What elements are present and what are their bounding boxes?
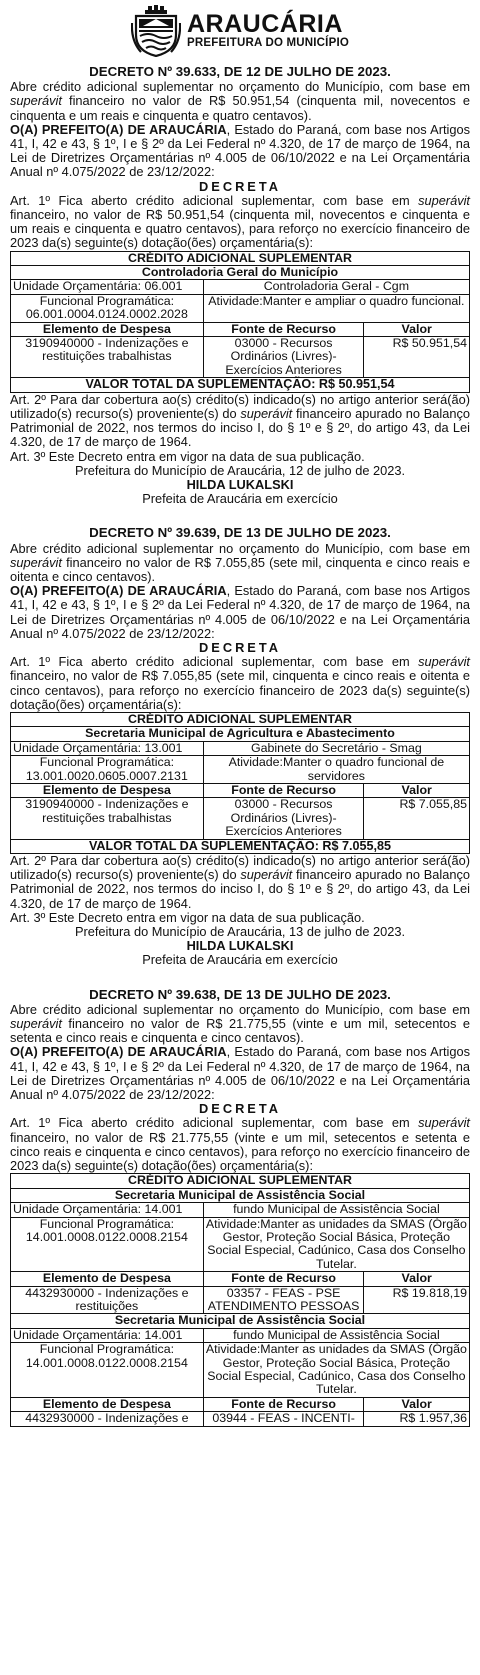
summary-text: financeiro no valor de R$ 21.775,55 (vinte e um mil, setecentos e setenta e cinco reais e cinquenta e cinco centavos). (10, 1016, 470, 1046)
funcional-code: 14.001.0008.0122.0008.2154 (25, 1355, 188, 1370)
preamble-authority: O(A) PREFEITO(A) DE ARAUCÁRIA (10, 121, 227, 137)
col-elemento: Elemento de Despesa (11, 784, 204, 798)
col-elemento: Elemento de Despesa (11, 322, 204, 336)
elemento-despesa: 4432930000 - Indenizações e restituições (11, 1286, 204, 1314)
decreta-heading: DECRETA (199, 639, 281, 655)
unidade-name: fundo Municipal de Assistência Social (203, 1328, 469, 1342)
decrees-column (0, 65, 480, 1427)
article-text: Art. 1º Fica aberto crédito adicional suplementar, com base em (10, 192, 419, 208)
col-elemento: Elemento de Despesa (11, 1397, 204, 1411)
date-line: Prefeitura do Município de Araucária, 12 de julho de 2023. (74, 462, 406, 478)
col-fonte: Fonte de Recurso (203, 784, 364, 798)
unidade-orcamentaria: Unidade Orçamentária: 14.001 (11, 1203, 204, 1217)
table-row (11, 1203, 470, 1217)
article-text: Art. 2º Para dar cobertura ao(s) crédito(s) indicado(s) no artigo anterior será(ão) utilizado(s) recurso(s) proveniente(s) do (10, 391, 470, 421)
valor: R$ 7.055,85 (364, 798, 470, 839)
decree-preamble (10, 1045, 470, 1102)
table-row (11, 294, 470, 322)
decree-summary (10, 80, 470, 123)
funcional-programatica (11, 294, 204, 322)
article-2 (10, 393, 470, 450)
orgao-name: Controladoria Geral do Município (11, 266, 470, 280)
decree-summary (10, 1003, 470, 1046)
funcional-label: Funcional Programática: (39, 293, 175, 308)
funcional-programatica (11, 1343, 204, 1398)
table-row (11, 712, 470, 726)
article-1 (10, 1116, 470, 1173)
atividade: Atividade:Manter e ampliar o quadro funcional. (203, 294, 469, 322)
budget-table (10, 1173, 470, 1426)
superavit-term: superávit (418, 654, 470, 670)
article-2 (10, 854, 470, 911)
preamble-text: , Estado do Paraná, com base nos Artigos 41, I, 42 e 43, § 1º, I e § 2º da Lei Federal nº 4.320, de 17 de março de 1964, na Lei de Diretrizes Orçamentárias nº 4.005 de 06/10/2022 e na Lei Orçamentária Anual nº 4.075/2022 de 23/12/2022: (10, 121, 470, 180)
article-3: Art. 3º Este Decreto entra em vigor na data de sua publicação. (10, 909, 365, 925)
brand-name: ARAUCÁRIA (187, 10, 343, 39)
fonte-recurso: 03944 - FEAS - INCENTI- (203, 1412, 364, 1426)
budget-table (10, 712, 470, 854)
article-text: Art. 1º Fica aberto crédito adicional suplementar, com base em (10, 654, 419, 670)
table-row (11, 839, 470, 853)
decreta-heading: DECRETA (199, 1101, 281, 1117)
article-text: financeiro apurado no Balanço Patrimonial de 2022, nos termos do inciso I, do § 1º e § 2º, do artigo 43, da Lei 4.320, de 17 de março de 1964. (10, 867, 470, 911)
signer-name: HILDA LUKALSKI (186, 938, 294, 954)
article-text: Art. 2º Para dar cobertura ao(s) crédito(s) indicado(s) no artigo anterior será(ão) utilizado(s) recurso(s) proveniente(s) do (10, 853, 470, 883)
table-row (11, 784, 470, 798)
decree-3 (10, 988, 470, 1427)
table-row (11, 1343, 470, 1398)
preamble-authority: O(A) PREFEITO(A) DE ARAUCÁRIA (10, 1044, 227, 1060)
funcional-code: 13.001.0020.0605.0007.2131 (25, 768, 188, 783)
table-row (11, 266, 470, 280)
elemento-despesa: 3190940000 - Indenizações e restituições trabalhistas (11, 337, 204, 378)
elemento-despesa: 3190940000 - Indenizações e restituições trabalhistas (11, 798, 204, 839)
table-row (11, 741, 470, 755)
table-row (11, 727, 470, 741)
table-row (11, 322, 470, 336)
signer-role: Prefeita de Araucária em exercício (142, 952, 338, 968)
total-value: VALOR TOTAL DA SUPLEMENTAÇÃO: R$ 50.951,54 (11, 378, 470, 392)
table-row (11, 1286, 470, 1314)
article-text: financeiro apurado no Balanço Patrimonial de 2022, nos termos do inciso I, do § 1º e § 2º, do artigo 43, da Lei 4.320, de 17 de março de 1964. (10, 405, 470, 450)
decree-2 (10, 526, 470, 967)
funcional-label: Funcional Programática: (39, 1216, 175, 1231)
atividade: Atividade:Manter as unidades da SMAS (Órgão Gestor, Proteção Social Básica, Proteção Social Especial, Cadúnico, Casa dos Conselho Tutelar. (203, 1217, 469, 1272)
unidade-name: fundo Municipal de Assistência Social (203, 1203, 469, 1217)
superavit-term: superávit (418, 1115, 470, 1131)
table-row (11, 798, 470, 839)
decree-summary (10, 542, 470, 585)
col-elemento: Elemento de Despesa (11, 1272, 204, 1286)
orgao-name: Secretaria Municipal de Assistência Social (11, 1314, 470, 1328)
fonte-recurso: 03000 - Recursos Ordinários (Livres)- Exercícios Anteriores (203, 798, 364, 839)
valor: R$ 19.818,19 (364, 1286, 470, 1314)
table-row (11, 1412, 470, 1426)
atividade: Atividade:Manter o quadro funcional de servidores (203, 756, 469, 784)
col-fonte: Fonte de Recurso (203, 1272, 364, 1286)
fonte-recurso: 03357 - FEAS - PSE ATENDIMENTO PESSOAS (203, 1286, 364, 1314)
decreta-heading: DECRETA (199, 178, 281, 194)
atividade: Atividade:Manter as unidades da SMAS (Órgão Gestor, Proteção Social Básica, Proteção Social Especial, Cadúnico, Casa dos Conselho Tutelar. (203, 1343, 469, 1398)
table-title: CRÉDITO ADICIONAL SUPLEMENTAR (11, 712, 470, 726)
funcional-code: 14.001.0008.0122.0008.2154 (25, 1229, 188, 1244)
summary-text: financeiro no valor de R$ 50.951,54 (cinquenta mil, novecentos e cinquenta e um reais e cinquenta e quatro centavos). (10, 93, 470, 123)
funcional-label: Funcional Programática: (39, 755, 175, 770)
decree-preamble (10, 123, 470, 180)
article-1 (10, 194, 470, 251)
summary-text: Abre crédito adicional suplementar no orçamento do Município, com base em (10, 1001, 470, 1017)
table-row (11, 1188, 470, 1202)
funcional-programatica (11, 1217, 204, 1272)
unidade-orcamentaria: Unidade Orçamentária: 13.001 (11, 741, 204, 755)
budget-table (10, 251, 470, 393)
decree-title: DECRETO Nº 39.633, DE 12 DE JULHO DE 2023. (89, 64, 391, 79)
article-3: Art. 3º Este Decreto entra em vigor na data de sua publicação. (10, 448, 365, 464)
table-row (11, 1174, 470, 1188)
superavit-term: superávit (240, 405, 293, 421)
orgao-name: Secretaria Municipal de Assistência Social (11, 1188, 470, 1202)
date-line: Prefeitura do Município de Araucária, 13 de julho de 2023. (74, 924, 406, 940)
table-row (11, 1314, 470, 1328)
col-fonte: Fonte de Recurso (203, 1397, 364, 1411)
funcional-label: Funcional Programática: (39, 1342, 175, 1357)
decree-title: DECRETO Nº 39.639, DE 13 DE JULHO DE 2023. (89, 525, 391, 541)
col-valor: Valor (364, 784, 470, 798)
col-valor: Valor (364, 322, 470, 336)
unidade-name: Controladoria Geral - Cgm (203, 280, 469, 294)
article-1 (10, 655, 470, 712)
funcional-code: 06.001.0004.0124.0002.2028 (25, 307, 188, 322)
signer-role: Prefeita de Araucária em exercício (142, 491, 338, 507)
unidade-orcamentaria: Unidade Orçamentária: 06.001 (11, 280, 204, 294)
col-valor: Valor (364, 1397, 470, 1411)
signer-name: HILDA LUKALSKI (186, 476, 294, 492)
valor: R$ 50.951,54 (364, 337, 470, 378)
preamble-authority: O(A) PREFEITO(A) DE ARAUCÁRIA (10, 583, 227, 599)
superavit-term: superávit (240, 867, 293, 883)
total-value: VALOR TOTAL DA SUPLEMENTAÇÃO: R$ 7.055,85 (11, 839, 470, 853)
fonte-recurso: 03000 - Recursos Ordinários (Livres)- Exercícios Anteriores (203, 337, 364, 378)
superavit-term: superávit (10, 1016, 62, 1032)
unidade-orcamentaria: Unidade Orçamentária: 14.001 (11, 1328, 204, 1342)
table-row (11, 1328, 470, 1342)
table-title: CRÉDITO ADICIONAL SUPLEMENTAR (11, 1174, 470, 1188)
article-text: financeiro, no valor de R$ 50.951,54 (cinquenta mil, novecentos e cinquenta e um reais e cinquenta e quatro centavos), para reforço no exercício financeiro de 2023 da(s) seguinte(s) dotação(ões) orçamentária(s): (10, 207, 470, 251)
superavit-term: superávit (10, 93, 62, 109)
table-title: CRÉDITO ADICIONAL SUPLEMENTAR (11, 251, 470, 265)
valor: R$ 1.957,36 (364, 1412, 470, 1426)
summary-text: Abre crédito adicional suplementar no orçamento do Município, com base em (10, 540, 470, 556)
masthead (0, 0, 480, 62)
article-text: financeiro, no valor de R$ 21.775,55 (vinte e um mil, setecentos e setenta e cinco reais e cinquenta e cinco centavos), para reforço no exercício financeiro de 2023 da(s) seguinte(s) dotação(ões) orçamentária(s): (10, 1129, 470, 1174)
table-row (11, 251, 470, 265)
unidade-name: Gabinete do Secretário - Smag (203, 741, 469, 755)
table-row (11, 1272, 470, 1286)
decree-preamble (10, 584, 470, 641)
col-valor: Valor (364, 1272, 470, 1286)
coat-of-arms-icon (131, 5, 181, 57)
decree-1 (10, 65, 470, 506)
brand-subtitle: PREFEITURA DO MUNICÍPIO (187, 37, 349, 50)
funcional-programatica (11, 756, 204, 784)
elemento-despesa: 4432930000 - Indenizações e (11, 1412, 204, 1426)
article-text: financeiro, no valor de R$ 7.055,85 (sete mil, cinquenta e cinco reais e oitenta e cinco centavos), para reforço no exercício financeiro de 2023 da(s) seguinte(s) dotação(ões) orçamentária(s): (10, 668, 470, 712)
superavit-term: superávit (10, 554, 62, 570)
table-row (11, 337, 470, 378)
table-row (11, 378, 470, 392)
superavit-term: superávit (418, 192, 470, 208)
article-text: Art. 1º Fica aberto crédito adicional suplementar, com base em (10, 1115, 419, 1131)
decree-title: DECRETO Nº 39.638, DE 13 DE JULHO DE 2023. (89, 986, 391, 1002)
table-row (11, 1217, 470, 1272)
summary-text: financeiro no valor de R$ 7.055,85 (sete mil, cinquenta e cinco reais e oitenta e cinco centavos). (10, 554, 470, 584)
table-row (11, 1397, 470, 1411)
table-row (11, 280, 470, 294)
orgao-name: Secretaria Municipal de Agricultura e Abastecimento (11, 727, 470, 741)
preamble-text: , Estado do Paraná, com base nos Artigos 41, I, 42 e 43, § 1º, I e § 2º da Lei Federal nº 4.320, de 17 de março de 1964, na Lei de Diretrizes Orçamentárias nº 4.005 de 06/10/2022 e na Lei Orçamentária Anual nº 4.075/2022 de 23/12/2022: (10, 583, 470, 641)
col-fonte: Fonte de Recurso (203, 322, 364, 336)
summary-text: Abre crédito adicional suplementar no orçamento do Município, com base em (10, 79, 470, 95)
preamble-text: , Estado do Paraná, com base nos Artigos 41, I, 42 e 43, § 1º, I e § 2º da Lei Federal nº 4.320, de 17 de março de 1964, na Lei de Diretrizes Orçamentárias nº 4.005 de 06/10/2022 e na Lei Orçamentária Anual nº 4.075/2022 de 23/12/2022: (10, 1044, 470, 1103)
table-row (11, 756, 470, 784)
